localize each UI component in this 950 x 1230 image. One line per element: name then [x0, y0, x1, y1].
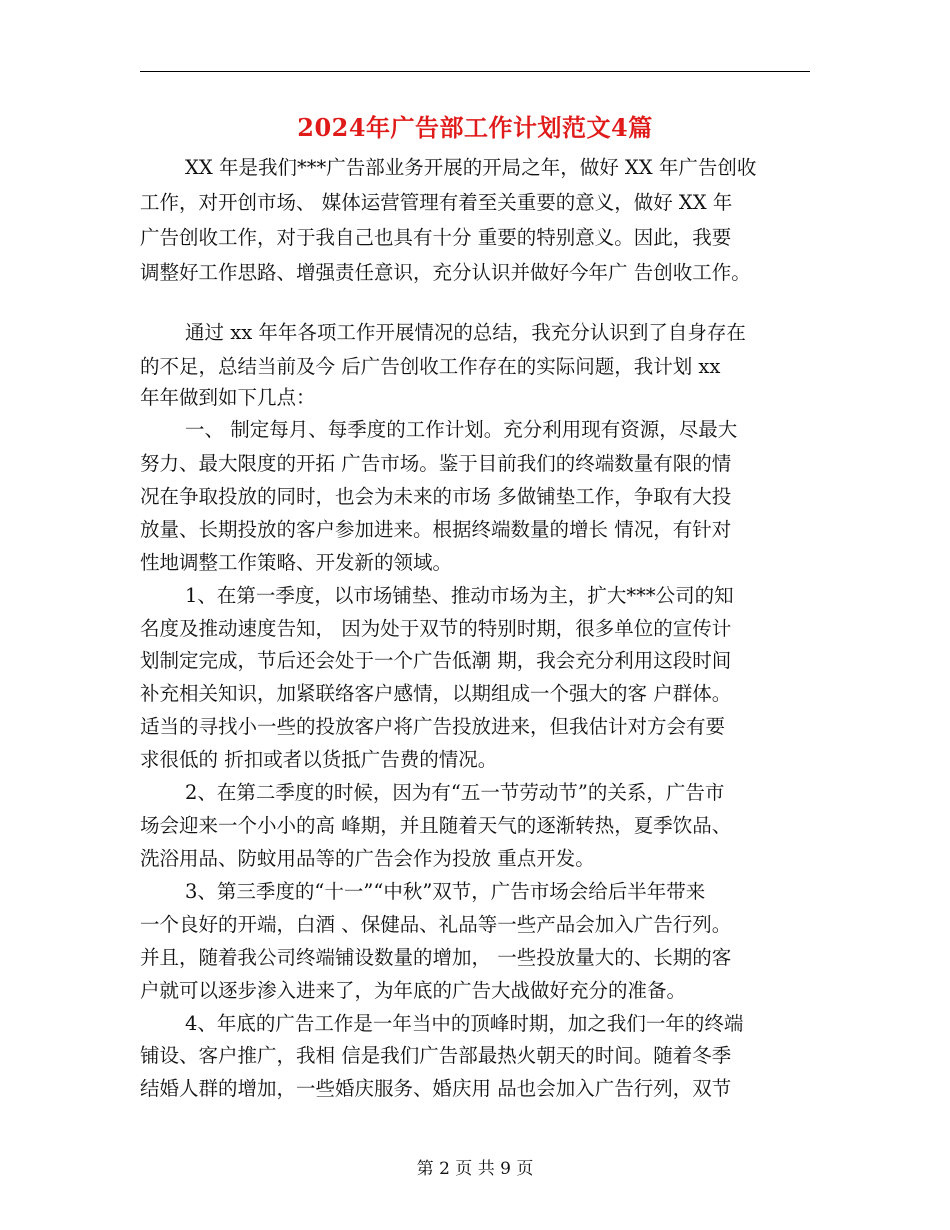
header-rule: [140, 71, 810, 72]
body-line: 结婚人群的增加，一些婚庆服务、婚庆用 品也会加入广告行列，双节: [140, 1077, 732, 1100]
body-line: 的不足，总结当前及今 后广告创收工作存在的实际问题，我计划 xx: [140, 355, 721, 378]
body-line: 放量、长期投放的客户参加进来。根据终端数量的增长 情况，有针对: [140, 518, 732, 541]
body-line: 工作，对开创市场、 媒体运营管理有着至关重要的意义，做好 XX 年: [140, 191, 733, 214]
body-line: 3、第三季度的“十一”“中秋”双节，广告市场会给后半年带来: [185, 880, 706, 903]
body-line: 适当的寻找小一些的投放客户将广告投放进来，但我估计对方会有要: [140, 715, 726, 738]
body-line: 名度及推动速度告知， 因为处于双节的特别时期，很多单位的宣传计: [140, 617, 732, 640]
body-line: 1、在第一季度，以市场铺垫、推动市场为主，扩大***公司的知: [185, 584, 734, 607]
body-line: 努力、最大限度的开拓 广告市场。鉴于目前我们的终端数量有限的情: [140, 452, 732, 475]
document-title: 2024年广告部工作计划范文4篇: [297, 113, 653, 142]
body-line: 场会迎来一个小小的高 峰期，并且随着天气的逐渐转热，夏季饮品、: [140, 814, 732, 837]
page-number: 第 2 页 共 9 页: [416, 1159, 534, 1179]
body-line: 况在争取投放的同时，也会为未来的市场 多做铺垫工作，争取有大投: [140, 485, 732, 508]
body-line: XX 年是我们***广告部业务开展的开局之年，做好 XX 年广告创收: [185, 156, 757, 179]
body-line: 户就可以逐步渗入进来了，为年底的广告大战做好充分的准备。: [140, 979, 687, 1002]
body-line: 并且，随着我公司终端铺设数量的增加， 一些投放量大的、长期的客: [140, 946, 732, 969]
body-line: 4、年底的广告工作是一年当中的顶峰时期，加之我们一年的终端: [185, 1012, 744, 1035]
body-line: 洗浴用品、防蚊用品等的广告会作为投放 重点开发。: [140, 847, 595, 870]
body-line: 一、 制定每月、每季度的工作计划。充分利用现有资源，尽最大: [185, 418, 738, 441]
body-line: 补充相关知识，加紧联络客户感情，以期组成一个强大的客 户群体。: [140, 682, 732, 705]
body-line: 一个良好的开端，白酒 、保健品、礼品等一些产品会加入广告行列。: [140, 913, 732, 936]
body-line: 通过 xx 年年各项工作开展情况的总结，我充分认识到了自身存在: [185, 321, 746, 344]
body-line: 年年做到如下几点：: [140, 386, 316, 409]
body-line: 求很低的 折扣或者以货抵广告费的情况。: [140, 748, 498, 771]
body-line: 铺设、客户推广，我相 信是我们广告部最热火朝天的时间。随着冬季: [140, 1044, 732, 1067]
body-line: 调整好工作思路、增强责任意识，充分认识并做好今年广 告创收工作。: [140, 261, 751, 284]
body-line: 性地调整工作策略、开发新的领域。: [140, 551, 453, 574]
body-line: 2、在第二季度的时候，因为有“五一节劳动节”的关系，广告市: [185, 781, 725, 804]
body-line: 划制定完成，节后还会处于一个广告低潮 期，我会充分利用这段时间: [140, 649, 732, 672]
body-line: 广告创收工作，对于我自己也具有十分 重要的特别意义。因此，我要: [140, 226, 732, 249]
